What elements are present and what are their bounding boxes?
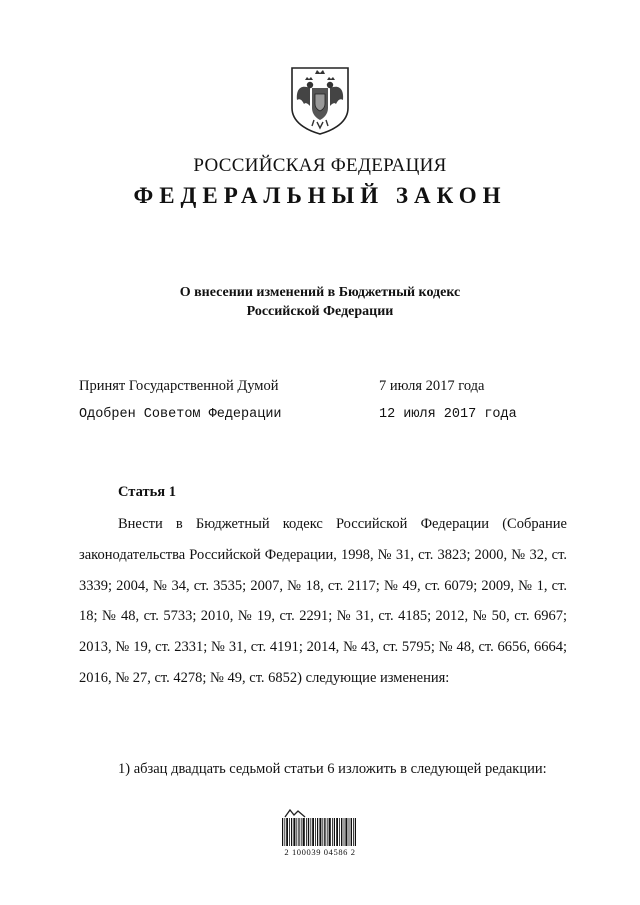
law-kind-heading: ФЕДЕРАЛЬНЫЙ ЗАКОН	[133, 183, 507, 208]
law-title-line-2: Российской Федерации	[246, 304, 394, 319]
article-item-1: 1) абзац двадцать седьмой статьи 6 изложить в следующей редакции:	[118, 761, 547, 777]
law-title	[0, 283, 640, 321]
article-heading: Статья 1	[118, 484, 176, 500]
coat-of-arms-icon	[288, 64, 352, 136]
barcode-number: 2 100039 04586 2	[284, 847, 356, 857]
country-name: РОССИЙСКАЯ ФЕДЕРАЦИЯ	[193, 155, 447, 176]
council-approval-label: Одобрен Советом Федерации	[79, 407, 282, 422]
barcode-logo-icon	[284, 808, 306, 818]
article-body-paragraph: Внести в Бюджетный кодекс Российской Федерации (Собрание законодательства Российской Федерации, 1998, № 31, ст. 3823; 2000, № 32, ст. 3339; 2004, № 34, ст. 3535; 2007, № 18, ст. 2117; № 49, ст. 6079; 2009, № 1, ст. 18; № 48, ст. 5733; 2010, № 19, ст. 2291; № 31, ст. 4185; 2012, № 50, ст. 6967; 2013, № 19, ст. 2331; № 31, ст. 4191; 2014, № 43, ст. 5795; № 48, ст. 6656, 6664; 2016, № 27, ст. 4278; № 49, ст. 6852) следующие изменения:	[79, 516, 567, 686]
duma-adoption-date: 7 июля 2017 года	[379, 378, 485, 394]
duma-adoption-label: Принят Государственной Думой	[79, 378, 279, 394]
barcode-icon	[282, 818, 356, 846]
law-title-line-1: О внесении изменений в Бюджетный кодекс	[179, 285, 461, 300]
council-approval-date: 12 июля 2017 года	[379, 407, 517, 422]
